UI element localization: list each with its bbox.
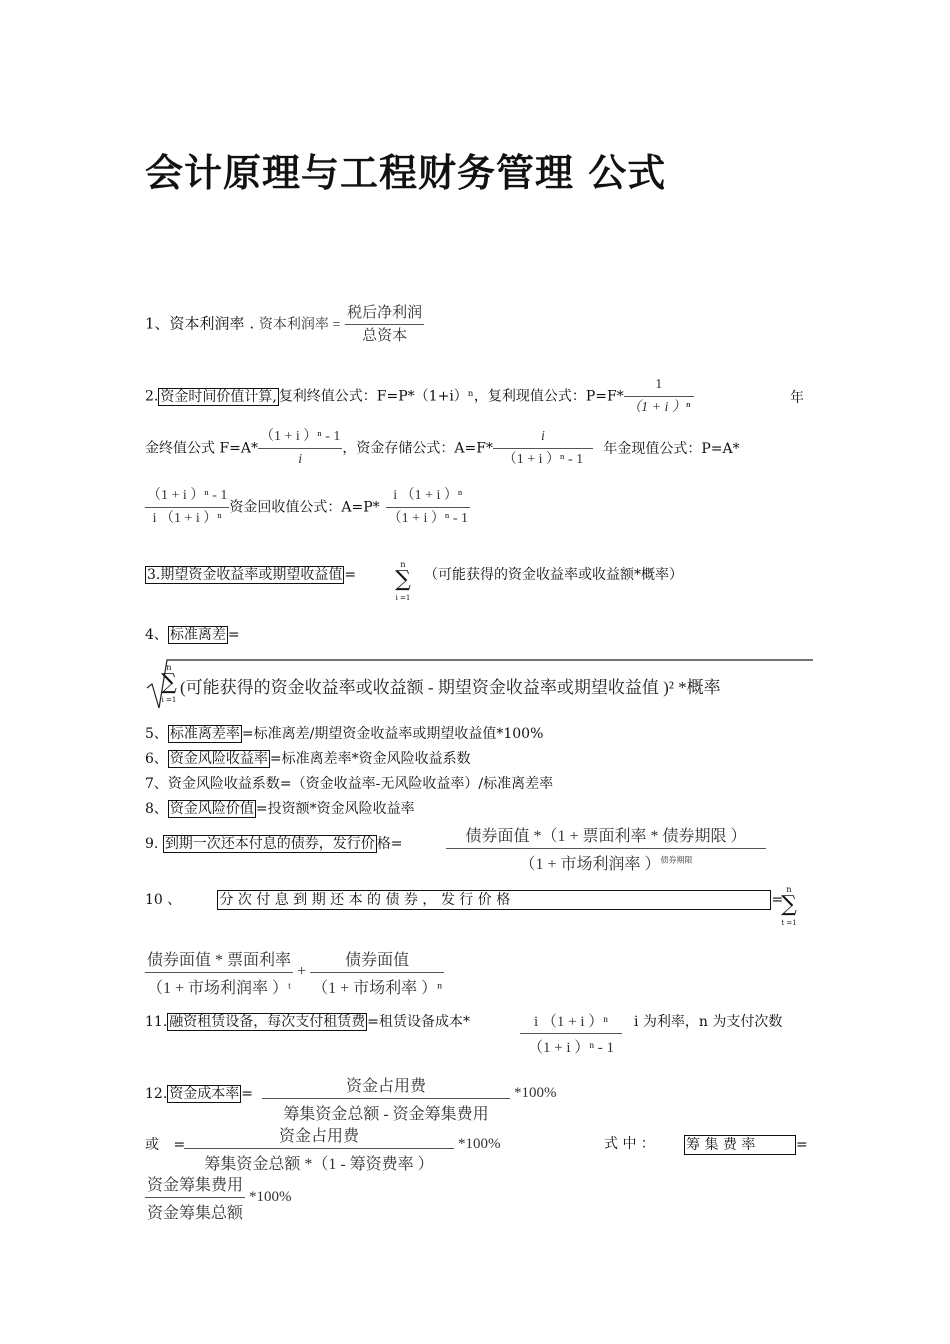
formula-12-rate: 筹 集 费 率 = [686,1137,808,1153]
formula-1-fraction: $\frac{\text{税后净利润}}{\text{总资本}}$ [347,305,423,344]
formula-6-label: 资金风险收益率 [169,751,268,767]
formula-2-cr-fraction: $\frac{\text{i （1 + i ）ⁿ}}{\text{（1 + i ）ⁿ - 1}}$ [387,488,468,526]
formula-1-lhs: 资本利润率 = [258,317,341,333]
formula-6: 6、 资金风险收益率 =标准离差率*资金风险收益系数 [145,751,471,767]
formula-9: 9. 到期一次还本付息的债券，发行价 格= [145,836,403,852]
formula-2-pv-fraction: $\frac{1}{\text{（1 + i ）ⁿ}}$ [624,376,694,417]
formula-3: 3.期望资金收益率或期望收益值 = [147,567,357,583]
formula-10: 10 、 分 次 付 息 到 期 还 本 的 债 券 ， 发 行 价 格 = [145,892,784,908]
formula-12-b-tail: *100% [458,1136,501,1152]
formula-1-label: 1、资本利润率 [145,314,245,333]
formula-3-sigma: n ∑ i =1 [395,560,411,602]
formula-10-term-b: $\frac{\text{债券面值}}{\text{（1 + 市场利率 ）ⁿ}}$ [310,947,444,998]
formula-2-label: 资金时间价值计算, [160,388,277,405]
page-title: 会计原理与工程财务管理 公式 [145,151,667,195]
formula-2-compound: 复利终值公式：F=P*（1+i）ⁿ，复利现值公式：P=F* [278,388,624,405]
formula-11-tail: i 为利率，n 为支付次数 [634,1014,783,1030]
formula-12-c-tail: *100% [249,1189,292,1206]
formula-3-label: 3.期望资金收益率或期望收益值 [147,567,343,583]
formula-9-fraction: 债券面值 *（1 + 票面利率 * 债券期限 ） （1 + 市场利润率 ）$^{债券期限}$ [446,823,766,874]
formula-8-label: 资金风险价值 [169,801,254,817]
formula-10-sigma: n ∑ t =1 [781,885,797,927]
formula-10-terms: $\frac{\text{债券面值 * 票面利率}}{\text{（1 + 市场利润率 ）ᵗ}}$ + $\frac{\text{债券面值}}{\text{（1 + 市场利率 ）ⁿ}}$ [145,947,444,998]
formula-2-sf-fraction: $\frac{i}{\text{（1 + i ）ⁿ - 1}}$ [493,428,593,469]
formula-12: 12. 资金成本率 = [145,1086,253,1102]
formula-4-sigma: n ∑ i =1 [161,663,177,704]
formula-12-where: 式 中 ： [604,1136,655,1152]
formula-7: 7、资金风险收益系数=（资金收益率-无风险收益率）/标准离差率 [145,776,554,792]
formula-12-fraction-c: $\frac{\text{资金筹集费用}}{\text{资金筹集总额}}$ *100% [145,1172,292,1223]
formula-3-desc: （可能获得的资金收益率或收益额*概率） [424,567,683,583]
formula-10-term-a: $\frac{\text{债券面值 * 票面利率}}{\text{（1 + 市场利润率 ）ᵗ}}$ [145,947,293,998]
formula-4: 4、 标准离差 = [145,627,240,643]
formula-9-label: 到期一次还本付息的债券，发行价 [164,836,375,852]
formula-2-nian: 年 [790,390,804,406]
formula-12-label: 资金成本率 [169,1086,240,1102]
formula-4-body: (可能获得的资金收益率或收益额 - 期望资金收益率或期望收益值 )² *概率 [180,678,721,697]
formula-12-a-tail: *100% [514,1085,557,1101]
formula-2-fv-fraction: $\frac{\text{（1 + i ）ⁿ - 1}}{i}$ [260,429,341,467]
formula-4-label: 标准离差 [169,627,226,643]
formula-2-line-1: 2. 资金时间价值计算, 复利终值公式：F=P*（1+i）ⁿ，复利现值公式：P=F* $\frac{1}{\text{（1 + i ）ⁿ}}$ [145,376,694,417]
formula-11: 11. 融资租赁设备，每次支付租赁费 =租赁设备成本* [145,1014,470,1030]
formula-12-or: 或 = [145,1137,186,1153]
formula-11-label: 融资租赁设备，每次支付租赁费 [169,1014,366,1030]
formula-8: 8、 资金风险价值 =投资额*资金风险收益率 [145,801,415,817]
formula-5-label: 标准离差率 [169,726,240,742]
formula-12-rate-label: 筹 集 费 率 [684,1135,796,1155]
formula-1: 1、资本利润率 . 资本利润率 = $\frac{\text{税后净利润}}{\text{总资本}}$ [145,305,423,344]
formula-2-line-3: $\frac{\text{（1 + i ）ⁿ - 1}}{\text{i （1 + i ）ⁿ}}$ 资金回收值公式：A=P* $\frac{\text{i （1 + i ）ⁿ}}{\text{（1 + i ）ⁿ - 1}}$ [147,488,468,526]
formula-12-fraction-b: 资金占用费 筹集资金总额 *（1 - 筹资费率 ） [184,1123,454,1174]
formula-2-pva-fraction: $\frac{\text{（1 + i ）ⁿ - 1}}{\text{i （1 + i ）ⁿ}}$ [147,488,228,526]
formula-5: 5、 标准离差率 =标准离差/期望资金收益率或期望收益值*100% [145,726,544,742]
formula-2-line-2: 金终值公式 F=A* $\frac{\text{（1 + i ）ⁿ - 1}}{i}$ ，资金存储公式：A=F* $\frac{i}{\text{（1 + i ）ⁿ - 1}}$ 年金现值公式：P=A* [145,429,740,467]
formula-12-fraction-a: 资金占用费 筹集资金总额 - 资金筹集费用 [262,1073,510,1124]
formula-11-fraction: i （1 + i ）ⁿ （1 + i ）ⁿ - 1 [520,1010,622,1057]
formula-10-label: 分 次 付 息 到 期 还 本 的 债 券 ， 发 行 价 格 [217,890,771,910]
